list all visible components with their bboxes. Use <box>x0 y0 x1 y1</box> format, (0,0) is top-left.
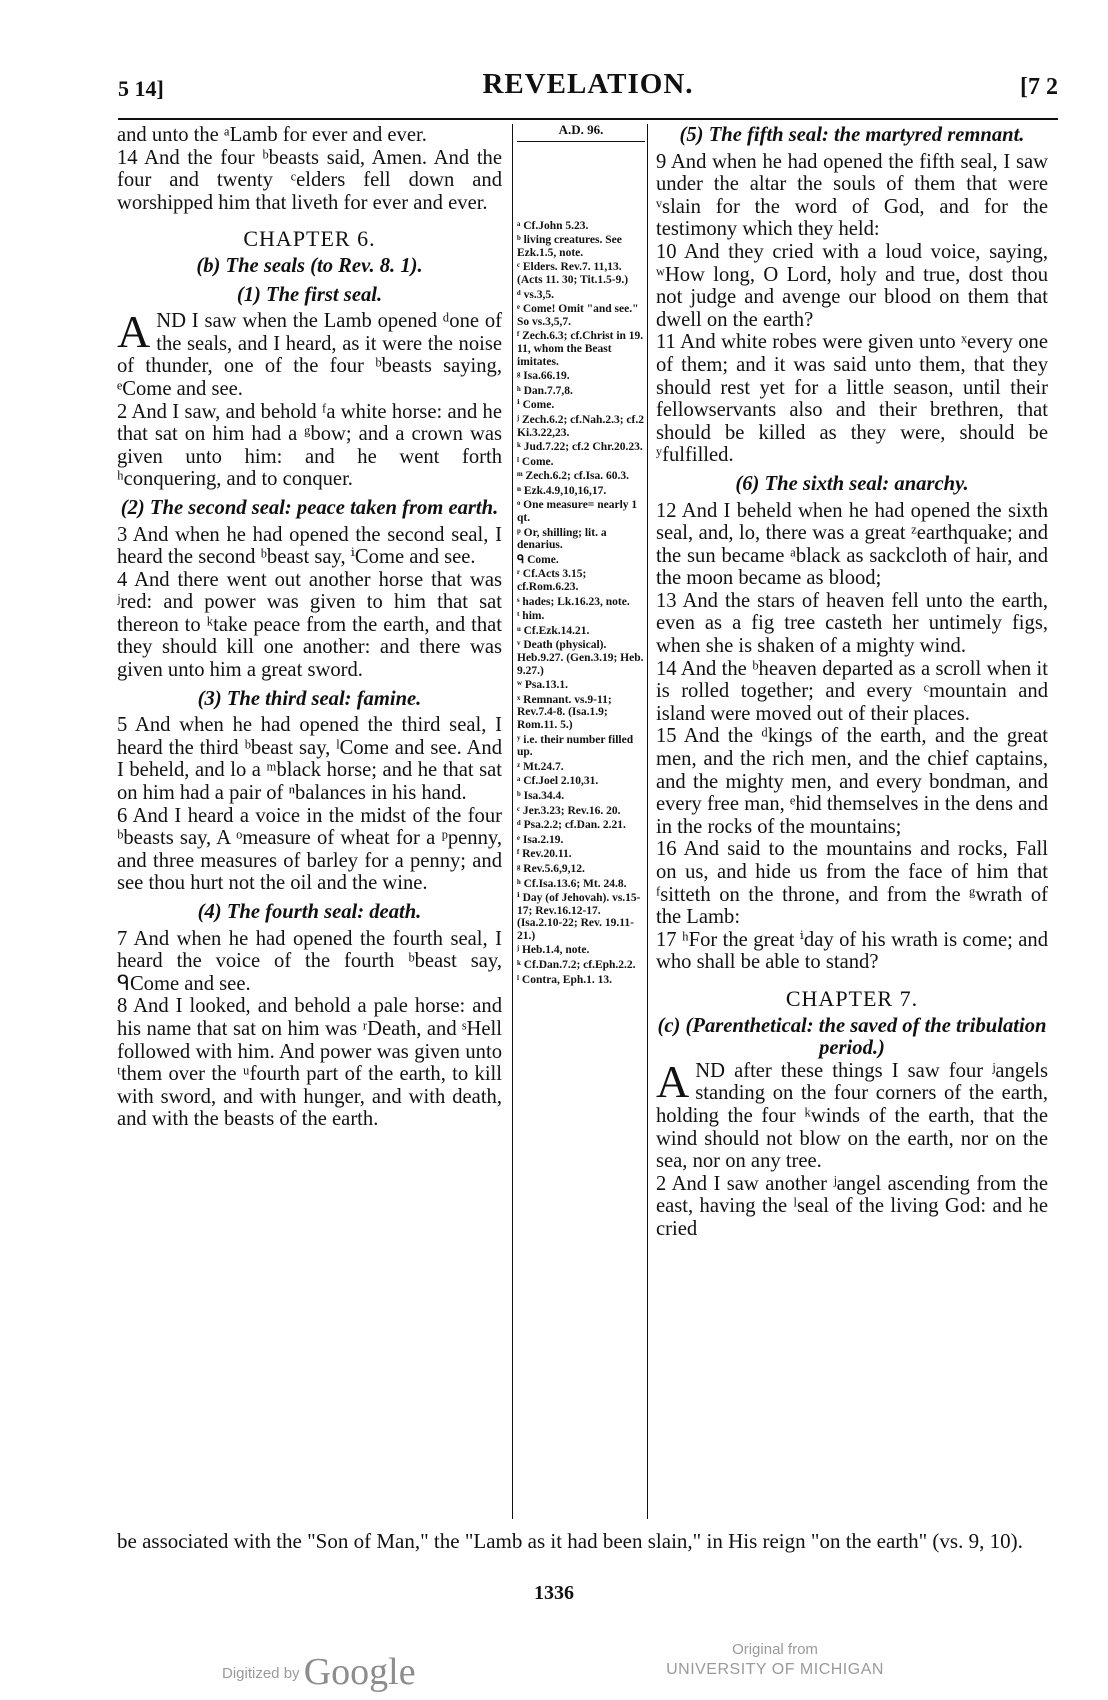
column-divider <box>647 124 648 1519</box>
reference-note: ᵈ Psa.2.2; cf.Dan. 2.21. <box>517 819 626 832</box>
reference-note: ᑫ Come. <box>517 553 559 566</box>
seal-heading: (3) The third seal: famine. <box>197 687 422 710</box>
reference-note: ʷ Psa.13.1. <box>517 679 568 692</box>
verse-text: 15 And the ᵈkings of the earth, and the great men, and the rich men, and the chief captains, and the mighty men, and every bondman, and every free man, ᵉhid themselves in the dens and in the rocks of the mountains; <box>656 725 1048 838</box>
date-label: A.D. 96. <box>517 124 645 142</box>
digitized-by-watermark <box>222 1650 416 1694</box>
verse-text: 7 And when he had opened the fourth seal, I heard the voice of the fourth ᵇbeast say, ᑫCome and see. <box>117 927 502 995</box>
reference-note: ⁿ Ezk.4.9,10,16,17. <box>517 484 607 497</box>
reference-note: ᵃ Cf.John 5.23. <box>517 219 589 232</box>
running-header <box>118 66 1058 106</box>
university-label: UNIVERSITY OF MICHIGAN <box>666 1661 884 1678</box>
reference-note: ᶜ Jer.3.23; Rev.16. 20. <box>517 804 621 817</box>
footnote-text: be associated with the "Son of Man," the "Lamb as it had been slain," in His reign "on the earth" (vs. 9, 10). <box>117 1529 1023 1553</box>
reference-note: ʳ Cf.Acts 3.15; cf.Rom.6.23. <box>517 568 587 594</box>
page-number: 1336 <box>534 1582 574 1604</box>
verse-body: ND I saw when the Lamb opened ᵈone of the seals, and I heard, as it were the noise of thunder, one of the four ᵇbeasts saying, ᵉCome and see. <box>117 310 502 400</box>
verse-text: 14 And the ᵇheaven departed as a scroll when it is rolled together; and every ᶜmountain and island were moved out of their places. <box>656 657 1048 725</box>
reference-note: ᵍ Rev.5.6,9,12. <box>517 862 585 875</box>
reference-note: ᵛ Death (physical). Heb.9.27. (Gen.3.19; Heb. 9.27.) <box>517 639 644 677</box>
reference-note: ᵉ Come! Omit "and see." So vs.3,5,7. <box>517 303 639 328</box>
reference-note: ʲ Zech.6.2; cf.Nah.2.3; cf.2 Ki.3.22,23. <box>517 413 644 439</box>
google-logo: Google <box>303 1651 416 1693</box>
verse-text: 3 And when he had opened the second seal, I heard the second ᵇbeast say, ⁱCome and see. <box>117 523 502 569</box>
verse-text: 8 And I looked, and behold a pale horse: and his name that sat on him was ʳDeath, and ˢHell followed with him. And power was given unto ᵗthem over the ᵘfourth part of the earth, to kill with sword, and with hunger, and with death, and with the beasts of the earth. <box>117 995 502 1131</box>
verse-text: 9 And when he had opened the fifth seal, I saw under the altar the souls of them that were ᵛslain for the word of God, and for the testimony which they held: <box>656 150 1048 241</box>
verse-text: 10 And they cried with a loud voice, saying, ʷHow long, O Lord, holy and true, dost thou not judge and avenge our blood on them that dwell on the earth? <box>656 240 1048 331</box>
reference-note: ᶜ Elders. Rev.7. 11,13. (Acts 11. 30; Tit.1.5-9.) <box>517 261 629 286</box>
reference-note: ᵒ One measure= nearly 1 qt. <box>517 499 638 525</box>
seal-heading: (1) The first seal. <box>236 283 383 306</box>
left-text-column <box>117 124 502 1131</box>
reference-note: ʰ Cf.Isa.13.6; Mt. 24.8. <box>517 877 627 890</box>
chapter-heading: CHAPTER 6. <box>243 226 376 252</box>
header-chapter-verse-start: 5 14] <box>118 76 164 101</box>
column-divider <box>512 124 513 1519</box>
verse-text <box>117 306 502 400</box>
reference-note: ʲ Heb.1.4, note. <box>517 944 590 957</box>
digitized-by-label: Digitized by <box>222 1665 300 1682</box>
verse-text: 2 And I saw, and behold ᶠa white horse: and he that sat on him had a ᵍbow; and a crown was given unto him: and he went forth ʰconquering, and to conquer. <box>117 400 502 491</box>
verse-text: 13 And the stars of heaven fell unto the earth, even as a fig tree casteth her untimely figs, when she is shaken of a mighty wind. <box>656 589 1048 658</box>
header-rule <box>118 118 1058 120</box>
reference-note: ˣ Remnant. vs.9-11; Rev.7.4-8. (Isa.1.9; Rom.11. 5.) <box>517 693 612 731</box>
verse-text: 2 And I saw another ʲangel ascending from the east, having the ˡseal of the living God: and he cried <box>656 1172 1048 1240</box>
book-title: REVELATION. <box>482 68 694 100</box>
original-from-label: Original from <box>732 1641 818 1658</box>
reference-column <box>517 124 645 988</box>
reference-note: ⁱ Day (of Jehovah). vs.15-17; Rev.16.12-17. (Isa.2.10-22; Rev. 19.11-21.) <box>517 892 641 942</box>
reference-note: ˡ Come. <box>517 455 554 468</box>
verse-text: 6 And I heard a voice in the midst of the four ᵇbeasts say, A ᵒmeasure of wheat for a ᵖpenny, and three measures of barley for a penny; and see thou hurt not the oil and the wine. <box>117 804 502 895</box>
verse-text: 4 And there went out another horse that was ʲred: and power was given to him that sat thereon to ᵏtake peace from the earth, and that they should kill one another: and there was given unto him a great sword. <box>117 568 502 682</box>
seal-heading: (4) The fourth seal: death. <box>197 901 422 923</box>
verse-text: and unto the ᵃLamb for ever and ever. <box>117 124 427 146</box>
reference-note: ⁱ Come. <box>517 399 555 412</box>
verse-body: ND after these things I saw four ʲangels standing on the four corners of the earth, holding the four ᵏwinds of the earth, that the wind should not blow on the earth, nor on the sea, nor on any tree. <box>656 1059 1048 1173</box>
verse-text: 14 And the four ᵇbeasts said, Amen. And the four and twenty ᶜelders fell down and worshipped him that liveth for ever and ever. <box>117 146 502 214</box>
verse-text: 5 And when he had opened the third seal, I heard the third ᵇbeast say, ˡCome and see. And I beheld, and lo a ᵐblack horse; and he that sat on him had a pair of ⁿbalances in his hand. <box>117 714 502 805</box>
reference-note: ᵏ Cf.Dan.7.2; cf.Eph.2.2. <box>517 959 636 972</box>
verse-text: 17 ʰFor the great ⁱday of his wrath is come; and who shall be able to stand? <box>656 928 1048 974</box>
section-heading: (c) (Parenthetical: the saved of the tribulation period.) <box>657 1014 1047 1060</box>
verse-text: 12 And I beheld when he had opened the sixth seal, and, lo, there was a great ᶻearthquake; and the sun became ᵃblack as sackcloth of hair, and the moon became as blood; <box>656 499 1048 590</box>
chapter-heading: CHAPTER 7. <box>785 985 919 1011</box>
seal-heading: (2) The second seal: peace taken from earth. <box>120 496 499 519</box>
reference-note: ᶠ Rev.20.11. <box>517 848 572 861</box>
header-chapter-verse-end: [7 2 <box>1020 74 1058 100</box>
reference-note: ʰ Dan.7.7,8. <box>517 384 573 397</box>
reference-note: ᵐ Zech.6.2; cf.Isa. 60.3. <box>517 470 630 483</box>
reference-note: ᵇ living creatures. See Ezk.1.5, note. <box>517 234 622 259</box>
reference-note: ᵖ Or, shilling; lit. a denarius. <box>517 526 607 552</box>
reference-note: ᵈ vs.3,5. <box>517 288 554 301</box>
seal-heading: (6) The sixth seal: anarchy. <box>735 472 969 495</box>
original-from-watermark <box>660 1640 890 1680</box>
verse-text: 16 And said to the mountains and rocks, Fall on us, and hide us from the face of him that ᶠsitteth on the throne, and from the ᵍwrath of the Lamb: <box>656 838 1048 929</box>
reference-note: ˢ hades; Lk.16.23, note. <box>517 595 630 608</box>
reference-note: ᵍ Isa.66.19. <box>517 370 570 383</box>
drop-cap: A <box>117 306 151 358</box>
reference-note: ᵉ Isa.2.19. <box>517 833 564 846</box>
reference-note: ˡ Contra, Eph.1. 13. <box>517 973 613 986</box>
reference-note: ʸ i.e. their number filled up. <box>517 733 634 759</box>
section-heading: (b) The seals (to Rev. 8. 1). <box>196 254 423 277</box>
right-text-column <box>656 124 1048 1241</box>
reference-note: ᵃ Cf.Joel 2.10,31. <box>517 775 599 788</box>
reference-note: ᵏ Jud.7.22; cf.2 Chr.20.23. <box>517 441 643 454</box>
verse-text: 11 And white robes were given unto ˣevery one of them; and it was said unto them, that they should rest yet for a little season, until their fellowservants also and their brethren, that should be killed as they were, should be ʸfulfilled. <box>656 331 1048 467</box>
drop-cap: A <box>656 1055 690 1107</box>
reference-note: ᵘ Cf.Ezk.14.21. <box>517 624 590 637</box>
reference-note: ᵗ him. <box>517 610 545 623</box>
seal-heading: (5) The fifth seal: the martyred remnant. <box>679 124 1025 146</box>
reference-note: ᶠ Zech.6.3; cf.Christ in 19. 11, whom the Beast imitates. <box>517 330 644 368</box>
verse-text <box>656 1055 1048 1173</box>
reference-notes <box>517 220 645 987</box>
reference-note: ᶻ Mt.24.7. <box>517 760 564 773</box>
reference-note: ᵇ Isa.34.4. <box>517 789 565 802</box>
